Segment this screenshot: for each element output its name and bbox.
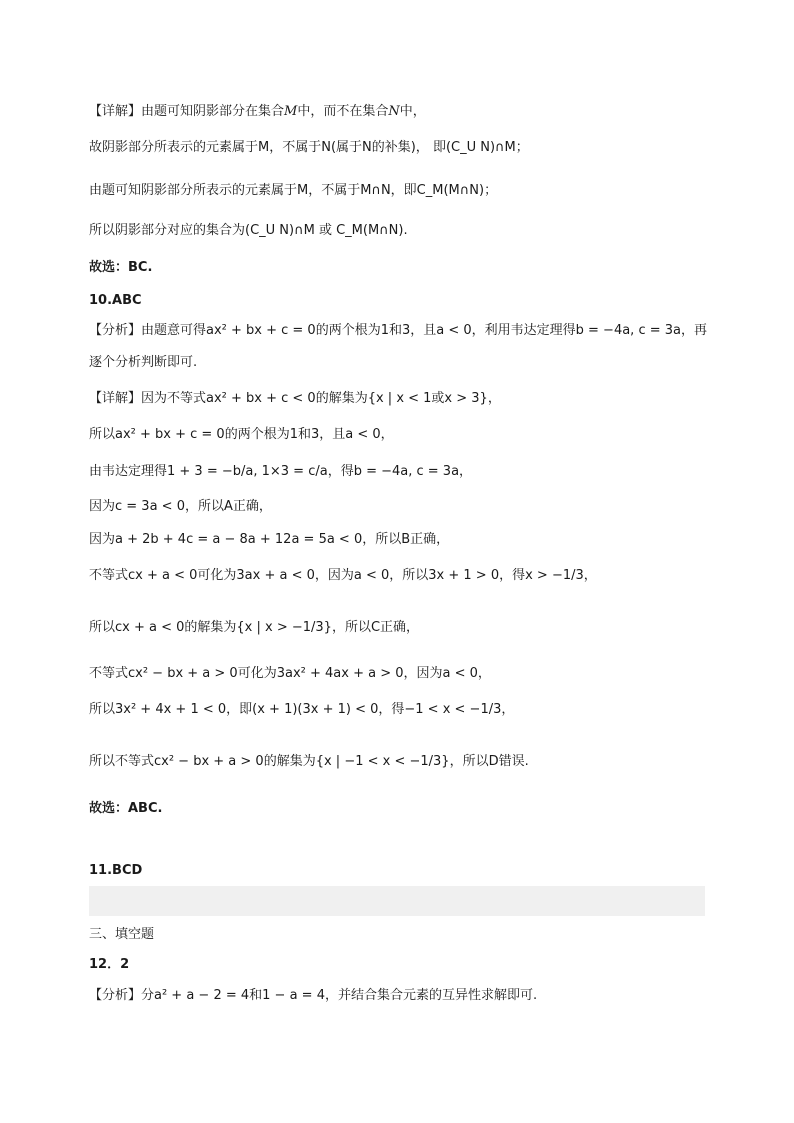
section-heading-fill-in: 三、填空题: [89, 927, 155, 942]
text-line-10: 所以ax² + bx + c = 0的两个根为1和3，且a < 0，: [89, 427, 394, 442]
text-line-19: 故选：ABC.: [89, 801, 163, 816]
text-line-8: 逐个分析判断即可.: [89, 355, 198, 370]
text-line-4: 所以阴影部分对应的集合为(C_U N)∩M 或 C_M(M∩N).: [89, 223, 408, 238]
question-number-11: 11.BCD: [89, 863, 143, 878]
text-line-2: 故阴影部分所表示的元素属于M，不属于N(属于N的补集)， 即(C_U N)∩M；: [89, 140, 529, 155]
question-number-10: 10.ABC: [89, 293, 142, 308]
text-line-5: 故选：BC.: [89, 260, 153, 275]
text-line-7: 【分析】由题意可得ax² + bx + c = 0的两个根为1和3，且a < 0，利用韦达定理得b = −4a, c = 3a，再: [89, 323, 707, 338]
text-line-12: 因为c = 3a < 0，所以A正确，: [89, 499, 272, 514]
text-line-3: 由题可知阴影部分所表示的元素属于M，不属于M∩N，即C_M(M∩N)；: [89, 183, 498, 198]
text-line-23: 【分析】分a² + a − 2 = 4和1 − a = 4，并结合集合元素的互异性求解即可.: [89, 988, 538, 1003]
text-line-1: 【详解】由题可知阴影部分在集合M中，而不在集合N中，: [89, 104, 426, 119]
question-number-12: 12．2: [89, 957, 130, 972]
text-line-15: 所以cx + a < 0的解集为{x | x > −1/3}，所以C正确，: [89, 620, 420, 635]
text-line-17: 所以3x² + 4x + 1 < 0，即(x + 1)(3x + 1) < 0，得−1 < x < −1/3，: [89, 702, 515, 717]
text-line-9: 【详解】因为不等式ax² + bx + c < 0的解集为{x | x < 1或x > 3}，: [89, 391, 501, 406]
text-line-13: 因为a + 2b + 4c = a − 8a + 12a = 5a < 0，所以B正确，: [89, 532, 450, 547]
text-line-14: 不等式cx + a < 0可化为3ax + a < 0，因为a < 0，所以3x + 1 > 0，得x > −1/3，: [89, 568, 597, 583]
text-line-18: 所以不等式cx² − bx + a > 0的解集为{x | −1 < x < −1/3}，所以D错误.: [89, 754, 529, 769]
text-line-11: 由韦达定理得1 + 3 = −b/a, 1×3 = c/a，得b = −4a, c = 3a，: [89, 464, 473, 479]
blank-answer-band: [89, 886, 705, 916]
text-line-16: 不等式cx² − bx + a > 0可化为3ax² + 4ax + a > 0，因为a < 0，: [89, 666, 491, 681]
